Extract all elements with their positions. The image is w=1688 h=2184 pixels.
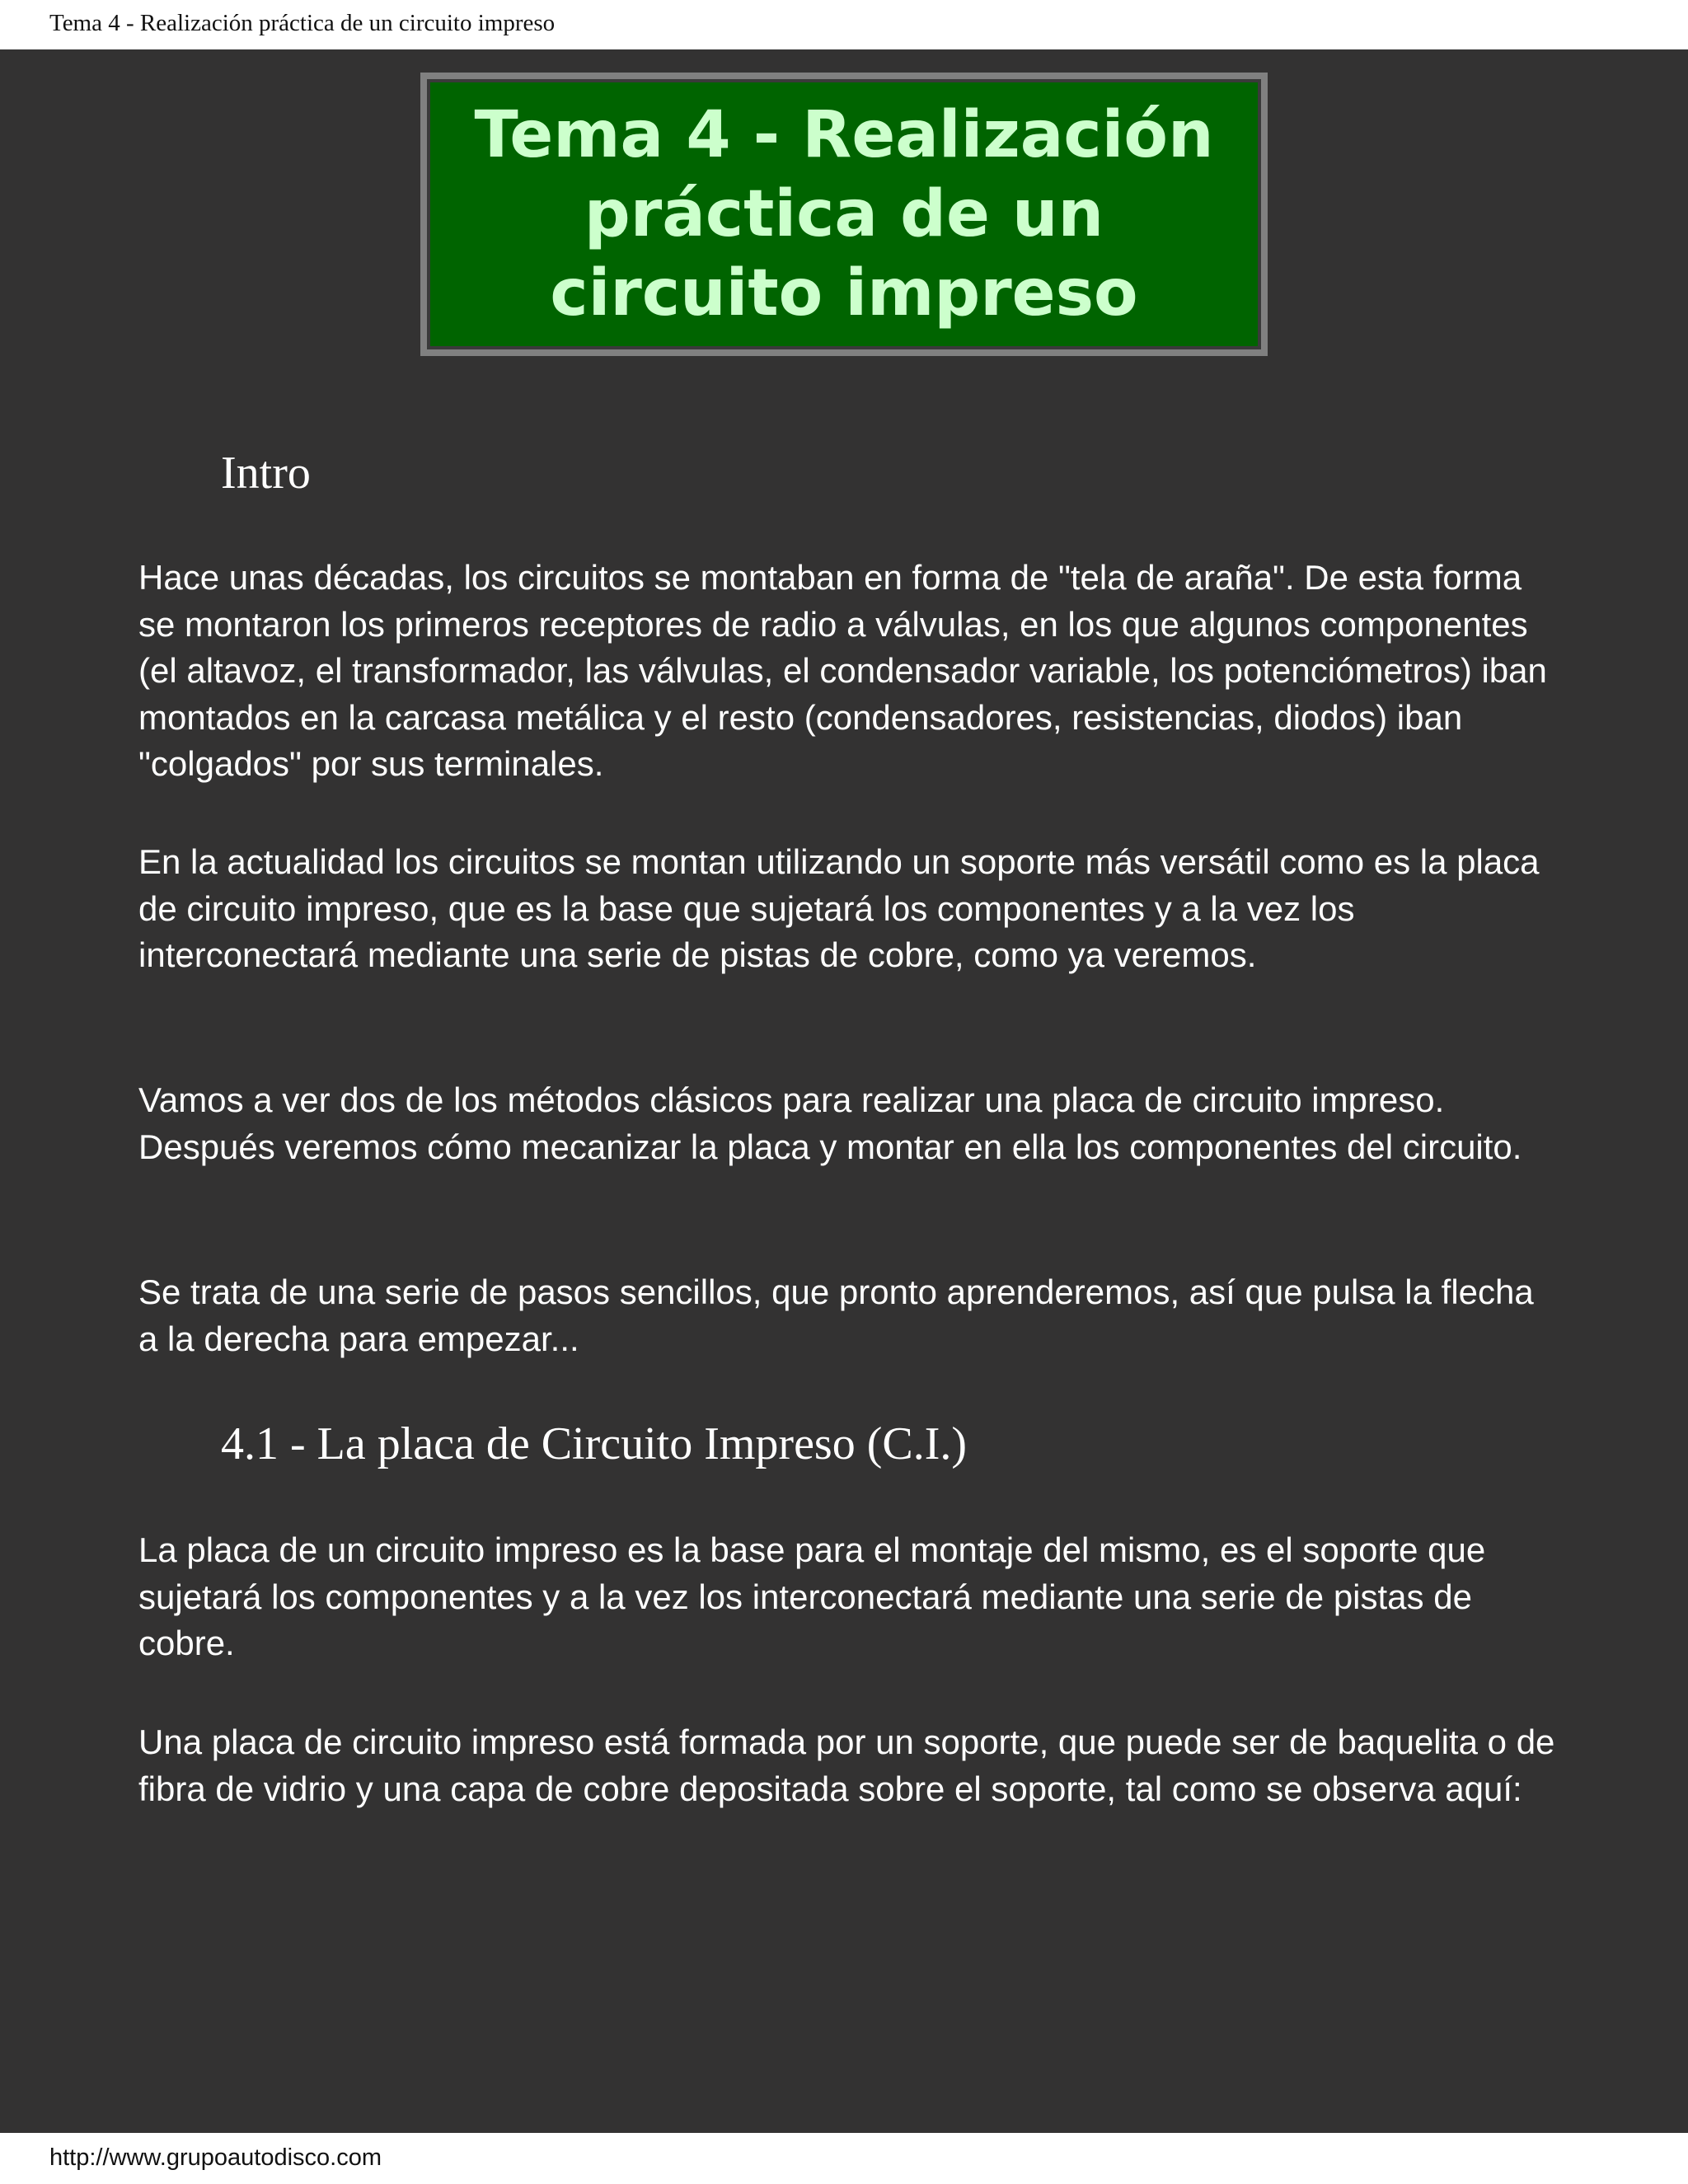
page-content — [0, 49, 1688, 2133]
paragraph-intro-4: Se trata de una serie de pasos sencillos, que pronto aprenderemos, así que pulsa la flecha a la derecha para empezar... — [138, 1272, 1534, 1358]
footer-url: http://www.grupoautodisco.com — [49, 2144, 382, 2171]
paragraph-placa-1: La placa de un circuito impreso es la base para el montaje del mismo, es el soporte que sujetará los componentes y a la vez los interconectará mediante una serie de pistas de cobre. — [138, 1530, 1486, 1662]
title-banner-inner — [427, 79, 1261, 349]
paragraph-intro-3: Vamos a ver dos de los métodos clásicos para realizar una placa de circuito impreso. Después veremos cómo mecanizar la placa y montar en ella los componentes del circuito. — [138, 1080, 1522, 1166]
page-title: Tema 4 - Realización práctica de un circuito impreso — [474, 98, 1214, 330]
print-header-title: Tema 4 - Realización práctica de un circuito impreso — [49, 10, 556, 36]
paragraph-placa-2: Una placa de circuito impreso está formada por un soporte, que puede ser de baquelita o de fibra de vidrio y una capa de cobre depositada sobre el soporte, tal como se observa aquí: — [138, 1722, 1555, 1808]
print-header — [0, 0, 1688, 49]
print-footer — [0, 2133, 1688, 2184]
paragraph-intro-2: En la actualidad los circuitos se montan utilizando un soporte más versátil como es la placa de circuito impreso, que es la base que sujetará los componentes y a la vez los interconectará mediante una serie de pistas de cobre, como ya veremos. — [138, 842, 1540, 974]
title-banner — [420, 73, 1268, 356]
paragraph-intro-1: Hace unas décadas, los circuitos se montaban en forma de "tela de araña". De esta forma se montaron los primeros receptores de radio a válvulas, en los que algunos componentes (el altavoz, el transformador, las válvulas, el condensador variable, los potenciómetros) iban montados en la carcasa metálica y el resto (condensadores, resistencias, diodos) iban "colgados" por sus terminales. — [138, 558, 1547, 783]
section-heading-intro: Intro — [221, 448, 311, 499]
section-heading-placa: 4.1 - La placa de Circuito Impreso (C.I.) — [221, 1418, 968, 1469]
